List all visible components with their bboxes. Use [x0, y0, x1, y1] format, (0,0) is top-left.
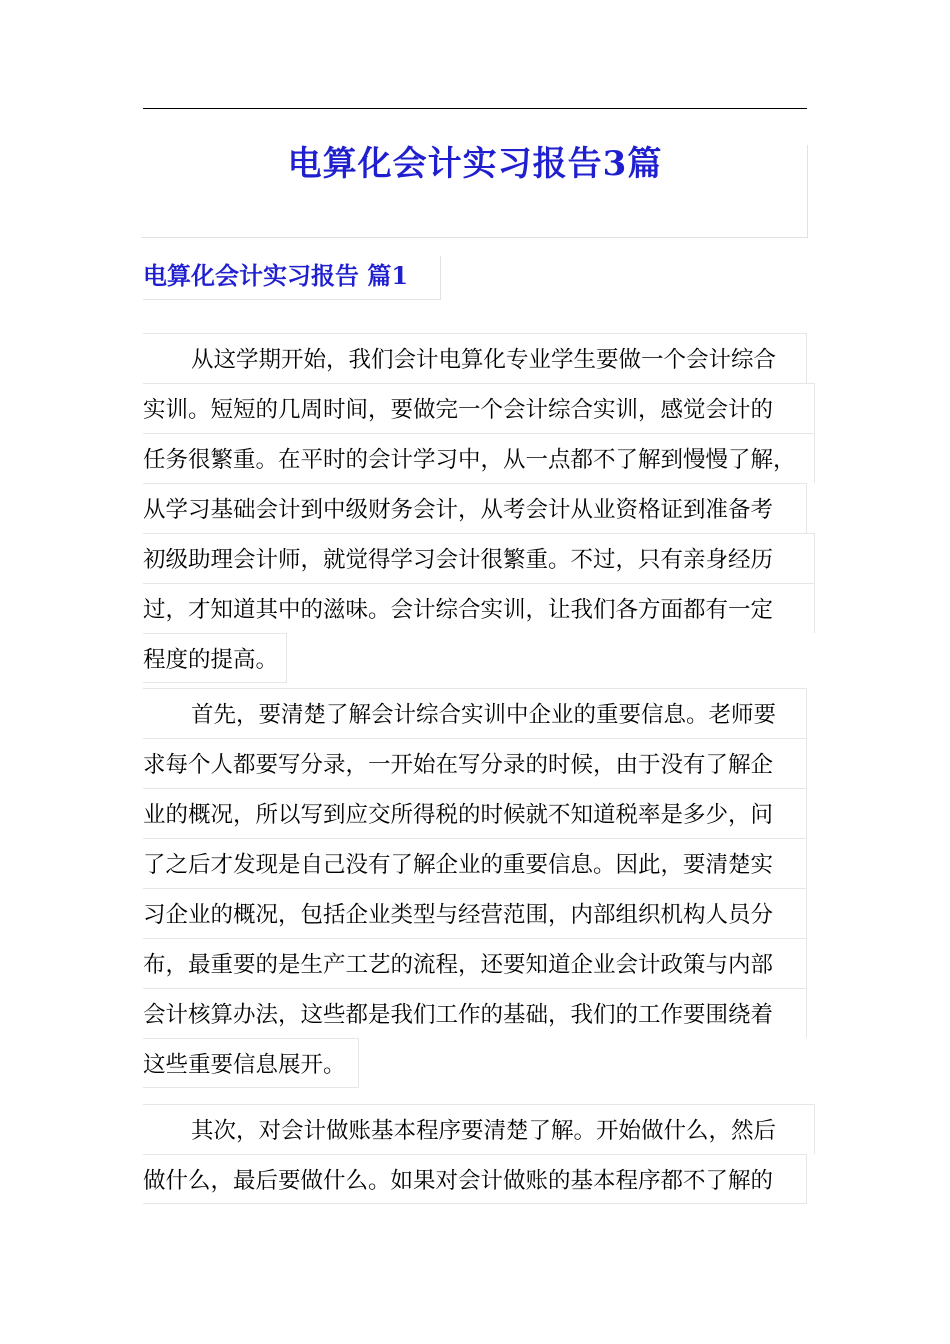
paragraph-line: 任务很繁重。在平时的会计学习中，从一点都不了解到慢慢了解， [143, 433, 815, 483]
document-title: 电算化会计实习报告3篇 [287, 144, 663, 184]
paragraph-line: 业的概况，所以写到应交所得税的时候就不知道税率是多少，问 [143, 788, 807, 838]
paragraph-line: 过，才知道其中的滋味。会计综合实训，让我们各方面都有一定 [143, 583, 815, 633]
paragraph-line: 初级助理会计师，就觉得学习会计很繁重。不过，只有亲身经历 [143, 533, 815, 583]
paragraph-1 [143, 333, 815, 683]
paragraph-line: 做什么，最后要做什么。如果对会计做账的基本程序都不了解的 [143, 1154, 807, 1204]
paragraph-line: 了之后才发现是自己没有了解企业的重要信息。因此，要清楚实 [143, 838, 807, 888]
paragraph-line: 程度的提高。 [143, 633, 287, 683]
paragraph-line: 实训。短短的几周时间，要做完一个会计综合实训，感觉会计的 [143, 383, 815, 433]
paragraph-2 [143, 688, 815, 1088]
section-heading: 电算化会计实习报告 篇1 [143, 256, 441, 300]
paragraph-line: 求每个人都要写分录，一开始在写分录的时候，由于没有了解企 [143, 738, 807, 788]
paragraph-line: 布，最重要的是生产工艺的流程，还要知道企业会计政策与内部 [143, 938, 807, 988]
paragraph-line: 这些重要信息展开。 [143, 1038, 359, 1088]
paragraph-line: 习企业的概况，包括企业类型与经营范围，内部组织机构人员分 [143, 888, 807, 938]
paragraph-line: 其次，对会计做账基本程序要清楚了解。开始做什么，然后 [143, 1104, 815, 1154]
paragraph-line: 首先，要清楚了解会计综合实训中企业的重要信息。老师要 [143, 688, 807, 738]
paragraph-line: 从学习基础会计到中级财务会计，从考会计从业资格证到准备考 [143, 483, 807, 533]
paragraph-line: 会计核算办法，这些都是我们工作的基础，我们的工作要围绕着 [143, 988, 807, 1038]
paragraph-3 [143, 1104, 815, 1204]
header-rule [143, 108, 807, 109]
paragraph-line: 从这学期开始，我们会计电算化专业学生要做一个会计综合 [143, 333, 807, 383]
